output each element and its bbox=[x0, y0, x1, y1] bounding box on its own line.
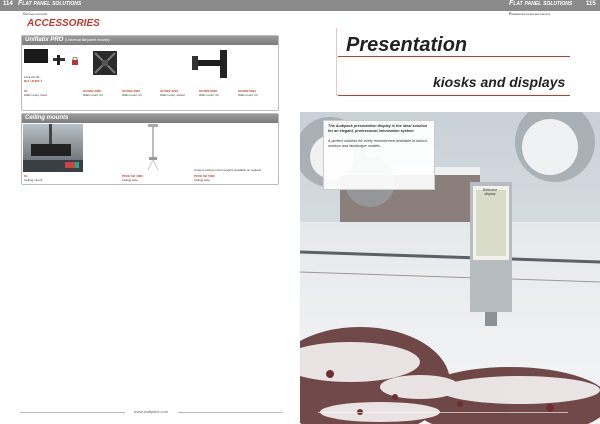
mount-small-image bbox=[52, 52, 66, 62]
uniflatix-product-4 bbox=[160, 90, 198, 97]
ceiling-pole-image bbox=[146, 124, 160, 170]
uniflatix-header bbox=[22, 36, 278, 45]
page-title: Presentation bbox=[346, 34, 468, 56]
product-desc: Wall mount, tilt bbox=[83, 92, 103, 97]
uniflatix-product-6 bbox=[238, 90, 276, 97]
uniflatix-subtitle: (Universal flat panel mounts) bbox=[65, 38, 110, 42]
product-code: UFXW2 4000 bbox=[122, 89, 141, 93]
lock-code: Ref. UFXPL1 bbox=[24, 78, 43, 83]
footer-rule-left bbox=[20, 412, 125, 413]
product-code: UFXW2 4700 bbox=[160, 89, 179, 93]
product-code: S1 bbox=[24, 89, 28, 93]
page-subtitle: kiosks and displays bbox=[433, 74, 566, 90]
footer-rule-right bbox=[178, 412, 283, 413]
product-desc: Wall mount, swivel bbox=[160, 92, 185, 97]
header-subtitle-right: Presentation kiosks and displays bbox=[509, 12, 551, 16]
product-code: PVCE SO 5000 bbox=[194, 174, 215, 178]
ceiling-product-1 bbox=[24, 175, 64, 182]
page-number-right: 115 bbox=[586, 1, 596, 7]
secondary-text: A perfect solution for every environment available in Indoor, outdoor and landscape models. bbox=[328, 139, 428, 148]
footer-rule-photo bbox=[318, 412, 568, 413]
header-subtitle-left: Outdoor solutions bbox=[23, 12, 48, 16]
uniflatix-product-1 bbox=[24, 90, 64, 97]
ceiling-header bbox=[22, 114, 278, 123]
ceiling-product-3 bbox=[194, 175, 234, 182]
product-desc: Wall mount, fixed bbox=[24, 92, 47, 97]
product-desc: Ceiling mount bbox=[24, 177, 43, 182]
uniflatix-title: Uniflatix PRO bbox=[25, 37, 64, 43]
uniflatix-product-5 bbox=[199, 90, 237, 97]
title-rule bbox=[338, 56, 570, 57]
kiosk-screen-text: Welcome display bbox=[482, 188, 498, 196]
ceiling-note: Custom ceiling mount lengths available on request bbox=[194, 168, 262, 172]
uniflatix-product-2 bbox=[83, 90, 121, 97]
product-desc: Wall mount, tilt bbox=[122, 92, 142, 97]
lock-caption-text: Lock the tilt... bbox=[24, 75, 42, 79]
uniflatix-product-3 bbox=[122, 90, 160, 97]
header-title-right: Flat panel solutions bbox=[509, 0, 573, 7]
title-vertical-rule bbox=[336, 28, 337, 96]
tilt-mount-image bbox=[90, 47, 120, 82]
uniflatix-panel bbox=[21, 35, 279, 111]
product-code: UFXW2 3000 bbox=[83, 89, 102, 93]
section-title: ACCESSORIES bbox=[27, 18, 100, 29]
product-code: UFXW2 6001 bbox=[238, 89, 257, 93]
lock-caption bbox=[24, 76, 64, 83]
page-number-left: 114 bbox=[3, 1, 13, 7]
footer-url: www.audipack.com bbox=[133, 409, 169, 414]
product-code: UFXW2 6000 bbox=[199, 89, 218, 93]
tv-screen-image bbox=[24, 49, 48, 63]
lock-image bbox=[72, 52, 78, 60]
product-desc: Wall mount, tilt bbox=[199, 92, 219, 97]
product-code: S1 bbox=[24, 174, 28, 178]
product-desc: Wall mount, tilt bbox=[238, 92, 258, 97]
ceiling-title: Ceiling mounts bbox=[25, 115, 69, 121]
ceiling-photo bbox=[23, 124, 83, 172]
intro-text: The Audipack presentation display is the ideal solution for an elegant, professional information system bbox=[328, 124, 428, 133]
intro-textbox bbox=[323, 120, 435, 190]
product-desc: Ceiling pole bbox=[122, 177, 138, 182]
header-title-left: Flat panel solutions bbox=[18, 0, 82, 7]
ceiling-product-2 bbox=[122, 175, 162, 182]
subtitle-rule bbox=[338, 95, 570, 96]
swivel-mount-image bbox=[190, 48, 230, 80]
product-desc: Ceiling pole bbox=[194, 177, 210, 182]
product-code: PVCE SO 4000 bbox=[122, 174, 143, 178]
